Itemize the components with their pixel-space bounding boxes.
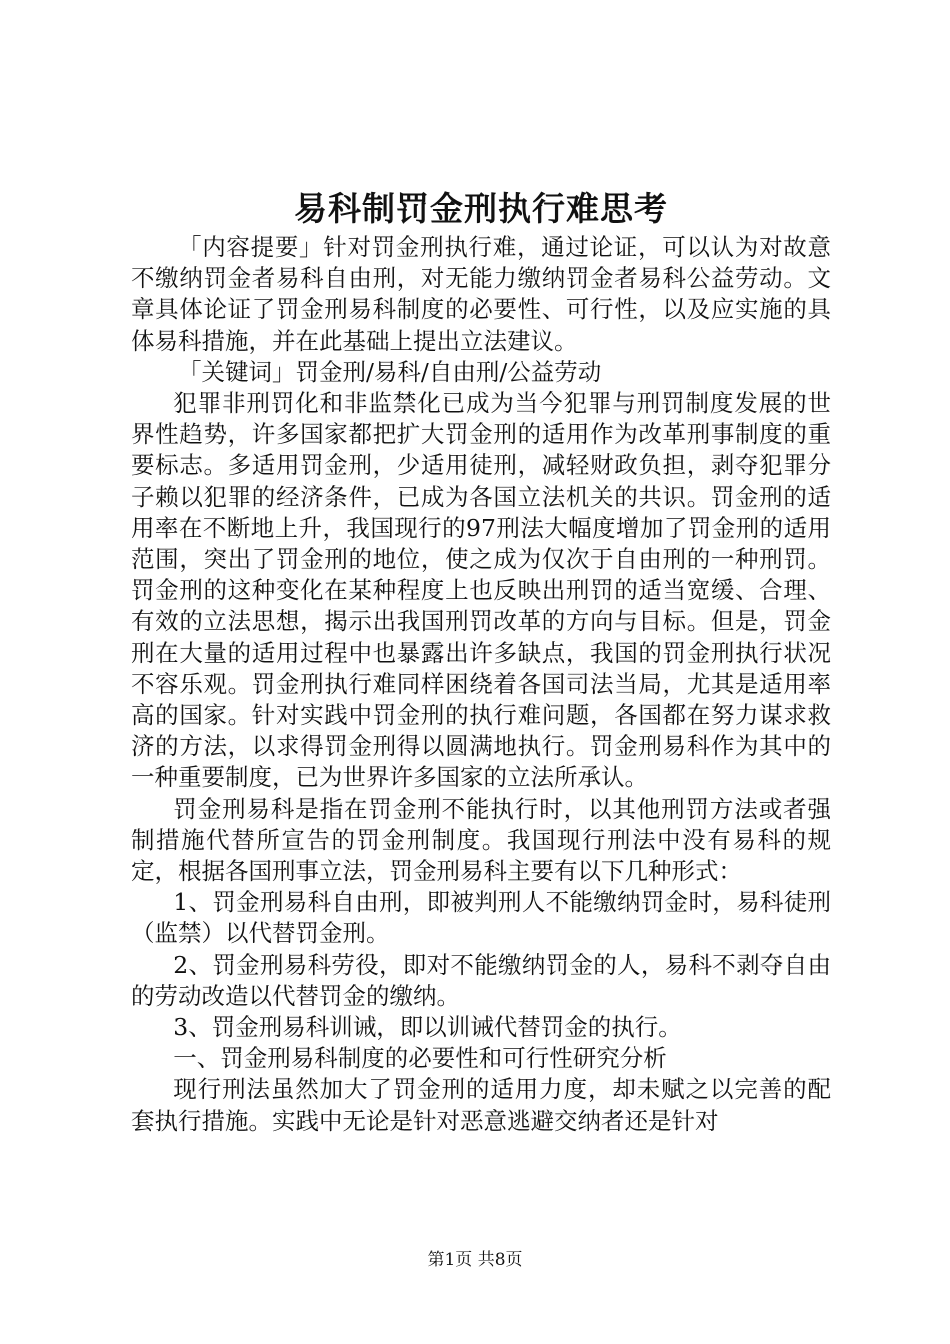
body-paragraph-section-1: 现行刑法虽然加大了罚金刑的适用力度，却未赋之以完善的配套执行措施。实践中无论是针对恶意逃避交纳者还是针对 [131,1075,831,1135]
list-item-2: 2、罚金刑易科劳役，即对不能缴纳罚金的人，易科不剥夺自由的劳动改造以代替罚金的缴纳。 [131,950,831,1010]
list-item-3: 3、罚金刑易科训诫，即以训诫代替罚金的执行。 [173,1013,682,1042]
document-title: 易科制罚金刑执行难思考 [294,189,668,228]
list-item-1: 1、罚金刑易科自由刑，即被判刑人不能缴纳罚金时，易科徒刑（监禁）以代替罚金刑。 [131,888,831,948]
page-footer: 第1页 共8页 [427,1250,523,1270]
document-page [131,186,831,1137]
body-paragraph-intro: 犯罪非刑罚化和非监禁化已成为当今犯罪与刑罚制度发展的世界性趋势，许多国家都把扩大罚金刑的适用作为改革刑事制度的重要标志。多适用罚金刑，少适用徒刑，减轻财政负担，剥夺犯罪分子赖以犯罪的经济条件，已成为各国立法机关的共识。罚金刑的适用率在不断地上升，我国现行的97刑法大幅度增加了罚金刑的适用范围，突出了罚金刑的地位，使之成为仅次于自由刑的一种刑罚。罚金刑的这种变化在某种程度上也反映出刑罚的适当宽缓、合理、有效的立法思想，揭示出我国刑罚改革的方向与目标。但是，罚金刑在大量的适用过程中也暴露出许多缺点，我国的罚金刑执行状况不容乐观。罚金刑执行难同样困绕着各国司法当局，尤其是适用率高的国家。针对实践中罚金刑的执行难问题，各国都在努力谋求救济的方法，以求得罚金刑得以圆满地执行。罚金刑易科作为其中的一种重要制度，已为世界许多国家的立法所承认。 [131,389,831,792]
section-heading-1: 一、罚金刑易科制度的必要性和可行性研究分析 [173,1044,667,1073]
abstract-paragraph: 「内容提要」针对罚金刑执行难，通过论证，可以认为对故意不缴纳罚金者易科自由刑，对无能力缴纳罚金者易科公益劳动。文章具体论证了罚金刑易科制度的必要性、可行性，以及应实施的具体易科措施，并在此基础上提出立法建议。 [131,233,831,355]
keywords-paragraph: 「关键词」罚金刑/易科/自由刑/公益劳动 [178,357,602,386]
body-paragraph-definition: 罚金刑易科是指在罚金刑不能执行时，以其他刑罚方法或者强制措施代替所宣告的罚金刑制度。我国现行刑法中没有易科的规定，根据各国刑事立法，罚金刑易科主要有以下几种形式： [131,794,831,886]
